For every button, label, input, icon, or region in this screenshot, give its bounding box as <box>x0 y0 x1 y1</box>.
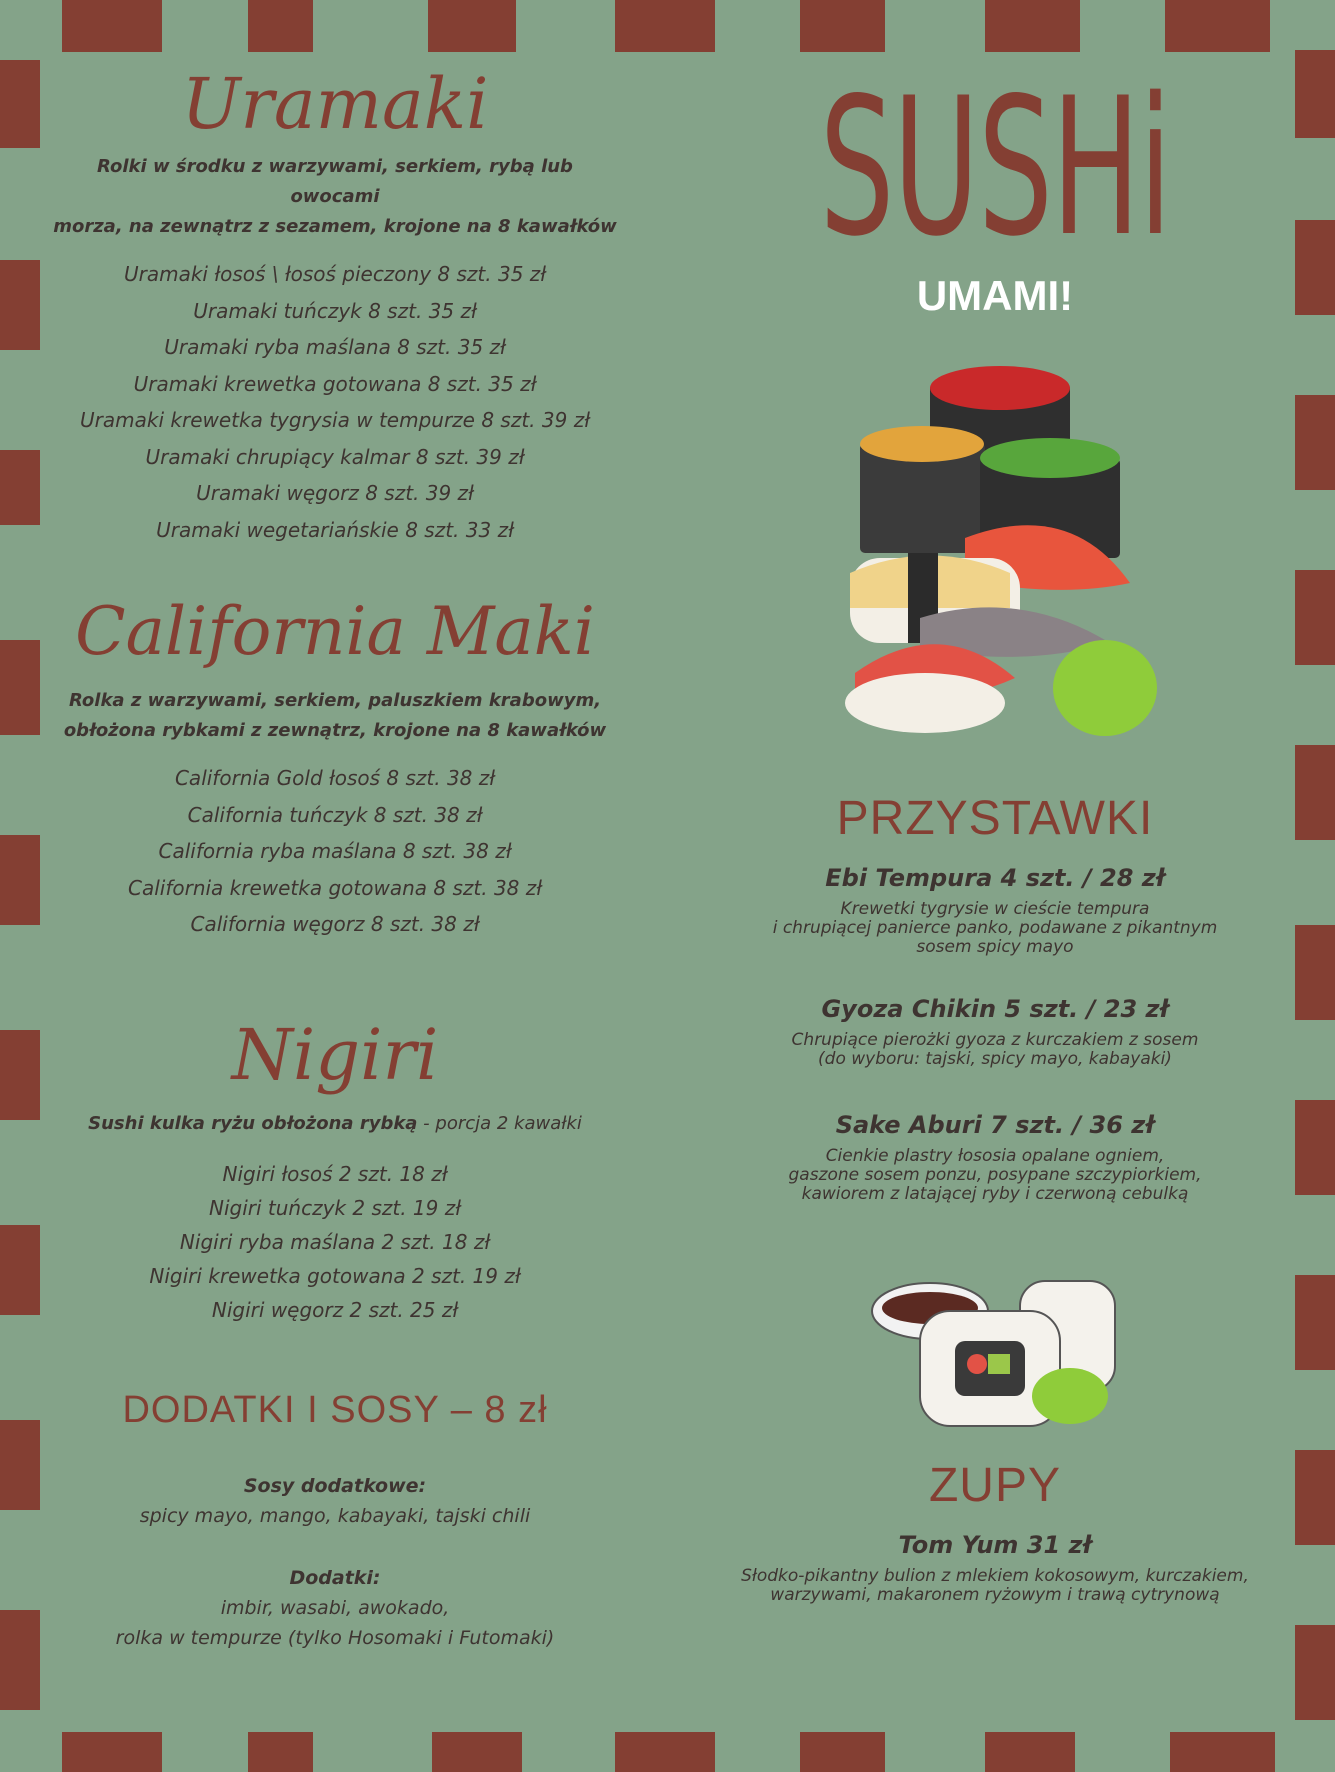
appetizer-item <box>695 995 1295 1069</box>
uramaki-list <box>50 256 620 548</box>
sauces-list: spicy mayo, mango, kabayaki, tajski chili <box>139 1504 531 1527</box>
list-item: Nigiri ryba maślana 2 szt. 18 zł <box>179 1229 491 1254</box>
appetizer-name: Sake Aburi 7 szt. / 36 zł <box>835 1111 1155 1139</box>
california-list <box>50 760 620 943</box>
soup-desc-line1: Słodko-pikantny bulion z mlekiem kokosowym, kurczakiem, <box>741 1566 1249 1586</box>
nigiri-description <box>50 1109 620 1139</box>
list-item: California Gold łosoś 8 szt. 38 zł <box>174 766 496 790</box>
list-item: California tuńczyk 8 szt. 38 zł <box>187 802 483 827</box>
brand-subtitle: UMAMI! <box>916 272 1074 319</box>
appetizer-desc-line3: sosem spicy mayo <box>916 937 1074 957</box>
soup-desc-line2: warzywami, makaronem ryżowym i trawą cytrynową <box>770 1585 1220 1605</box>
list-item: Uramaki krewetka tygrysia w tempurze 8 szt. 39 zł <box>80 408 590 432</box>
soup-name: Tom Yum 31 zł <box>898 1531 1092 1559</box>
appetizer-desc-line1: Chrupiące pierożki gyoza z kurczakiem z sosem <box>791 1030 1199 1050</box>
california-description-line2: obłożona rybkami z zewnątrz, krojone na 8 kawałków <box>63 720 607 741</box>
extras-heading: DODATKI I SOSY – 8 zł <box>122 1388 548 1431</box>
sushi-roll-icon <box>865 1266 1125 1431</box>
nigiri-description-bold: Sushi kulka ryżu obłożona rybką <box>88 1112 418 1134</box>
appetizer-desc-line2: (do wyboru: tajski, spicy mayo, kabayaki) <box>818 1049 1172 1069</box>
nigiri-heading: Nigiri <box>231 1013 439 1096</box>
uramaki-section <box>50 64 620 548</box>
extras-section <box>50 1385 620 1653</box>
addons-line1: imbir, wasabi, awokado, <box>220 1596 450 1619</box>
nigiri-section <box>50 1015 620 1327</box>
sushi-illustration <box>830 348 1160 768</box>
uramaki-description-line2: morza, na zewnątrz z sezamem, krojone na 8 kawałków <box>53 216 617 237</box>
brand-title: SUSHi <box>819 57 1171 278</box>
list-item: Uramaki chrupiący kalmar 8 szt. 39 zł <box>145 444 525 469</box>
list-item: Nigiri węgorz 2 szt. 25 zł <box>211 1297 459 1322</box>
list-item: Uramaki węgorz 8 szt. 39 zł <box>196 481 474 505</box>
uramaki-heading: Uramaki <box>181 63 489 145</box>
appetizer-desc-line2: i chrupiącej panierce panko, podawane z pikantnym <box>772 918 1218 938</box>
appetizer-name: Gyoza Chikin 5 szt. / 23 zł <box>821 995 1169 1023</box>
left-column <box>50 50 620 1653</box>
appetizer-desc-line1: Cienkie plastry łososia opalane ogniem, <box>825 1146 1165 1166</box>
roll-illustration <box>865 1266 1125 1431</box>
sauces-label: Sosy dodatkowe: <box>243 1474 427 1497</box>
california-section <box>50 592 620 943</box>
appetizer-name: Ebi Tempura 4 szt. / 28 zł <box>825 864 1165 892</box>
appetizer-item <box>695 1111 1295 1204</box>
nigiri-description-rest: - porcja 2 kawałki <box>417 1112 582 1134</box>
list-item: Uramaki wegetariańskie 8 szt. 33 zł <box>156 517 514 542</box>
sushi-platter-icon <box>830 348 1160 768</box>
list-item: Nigiri krewetka gotowana 2 szt. 19 zł <box>149 1263 521 1288</box>
list-item: California węgorz 8 szt. 38 zł <box>190 912 480 936</box>
list-item: Uramaki krewetka gotowana 8 szt. 35 zł <box>133 371 537 396</box>
soups-section <box>695 1457 1295 1605</box>
appetizer-item <box>695 864 1295 957</box>
list-item: Uramaki ryba maślana 8 szt. 35 zł <box>164 335 506 359</box>
appetizer-desc-line1: Krewetki tygrysie w cieście tempura <box>840 899 1150 919</box>
right-column <box>695 50 1295 1605</box>
addons-label: Dodatki: <box>289 1566 381 1589</box>
list-item: California ryba maślana 8 szt. 38 zł <box>158 839 512 863</box>
nigiri-list <box>50 1157 620 1327</box>
list-item: Uramaki tuńczyk 8 szt. 35 zł <box>193 298 477 323</box>
appetizer-desc-line2: gaszone sosem ponzu, posypane szczypiorkiem, <box>788 1165 1202 1185</box>
list-item: Uramaki łosoś \ łosoś pieczony 8 szt. 35 zł <box>123 262 547 286</box>
appetizers-heading: PRZYSTAWKI <box>836 792 1154 845</box>
soups-heading: ZUPY <box>928 1459 1061 1512</box>
appetizer-desc-line3: kawiorem z latającej ryby i czerwoną cebulką <box>801 1184 1189 1204</box>
appetizers-section <box>695 790 1295 1204</box>
california-description-line1: Rolka z warzywami, serkiem, paluszkiem krabowym, <box>68 690 602 711</box>
california-heading: California Maki <box>75 593 595 670</box>
list-item: Nigiri tuńczyk 2 szt. 19 zł <box>209 1195 461 1220</box>
addons-line2: rolka w tempurze (tylko Hosomaki i Futomaki) <box>115 1626 555 1649</box>
uramaki-description-line1: Rolki w środku z warzywami, serkiem, rybą lub owocami <box>97 156 573 207</box>
list-item: California krewetka gotowana 8 szt. 38 zł <box>127 875 542 900</box>
list-item: Nigiri łosoś 2 szt. 18 zł <box>222 1161 448 1186</box>
